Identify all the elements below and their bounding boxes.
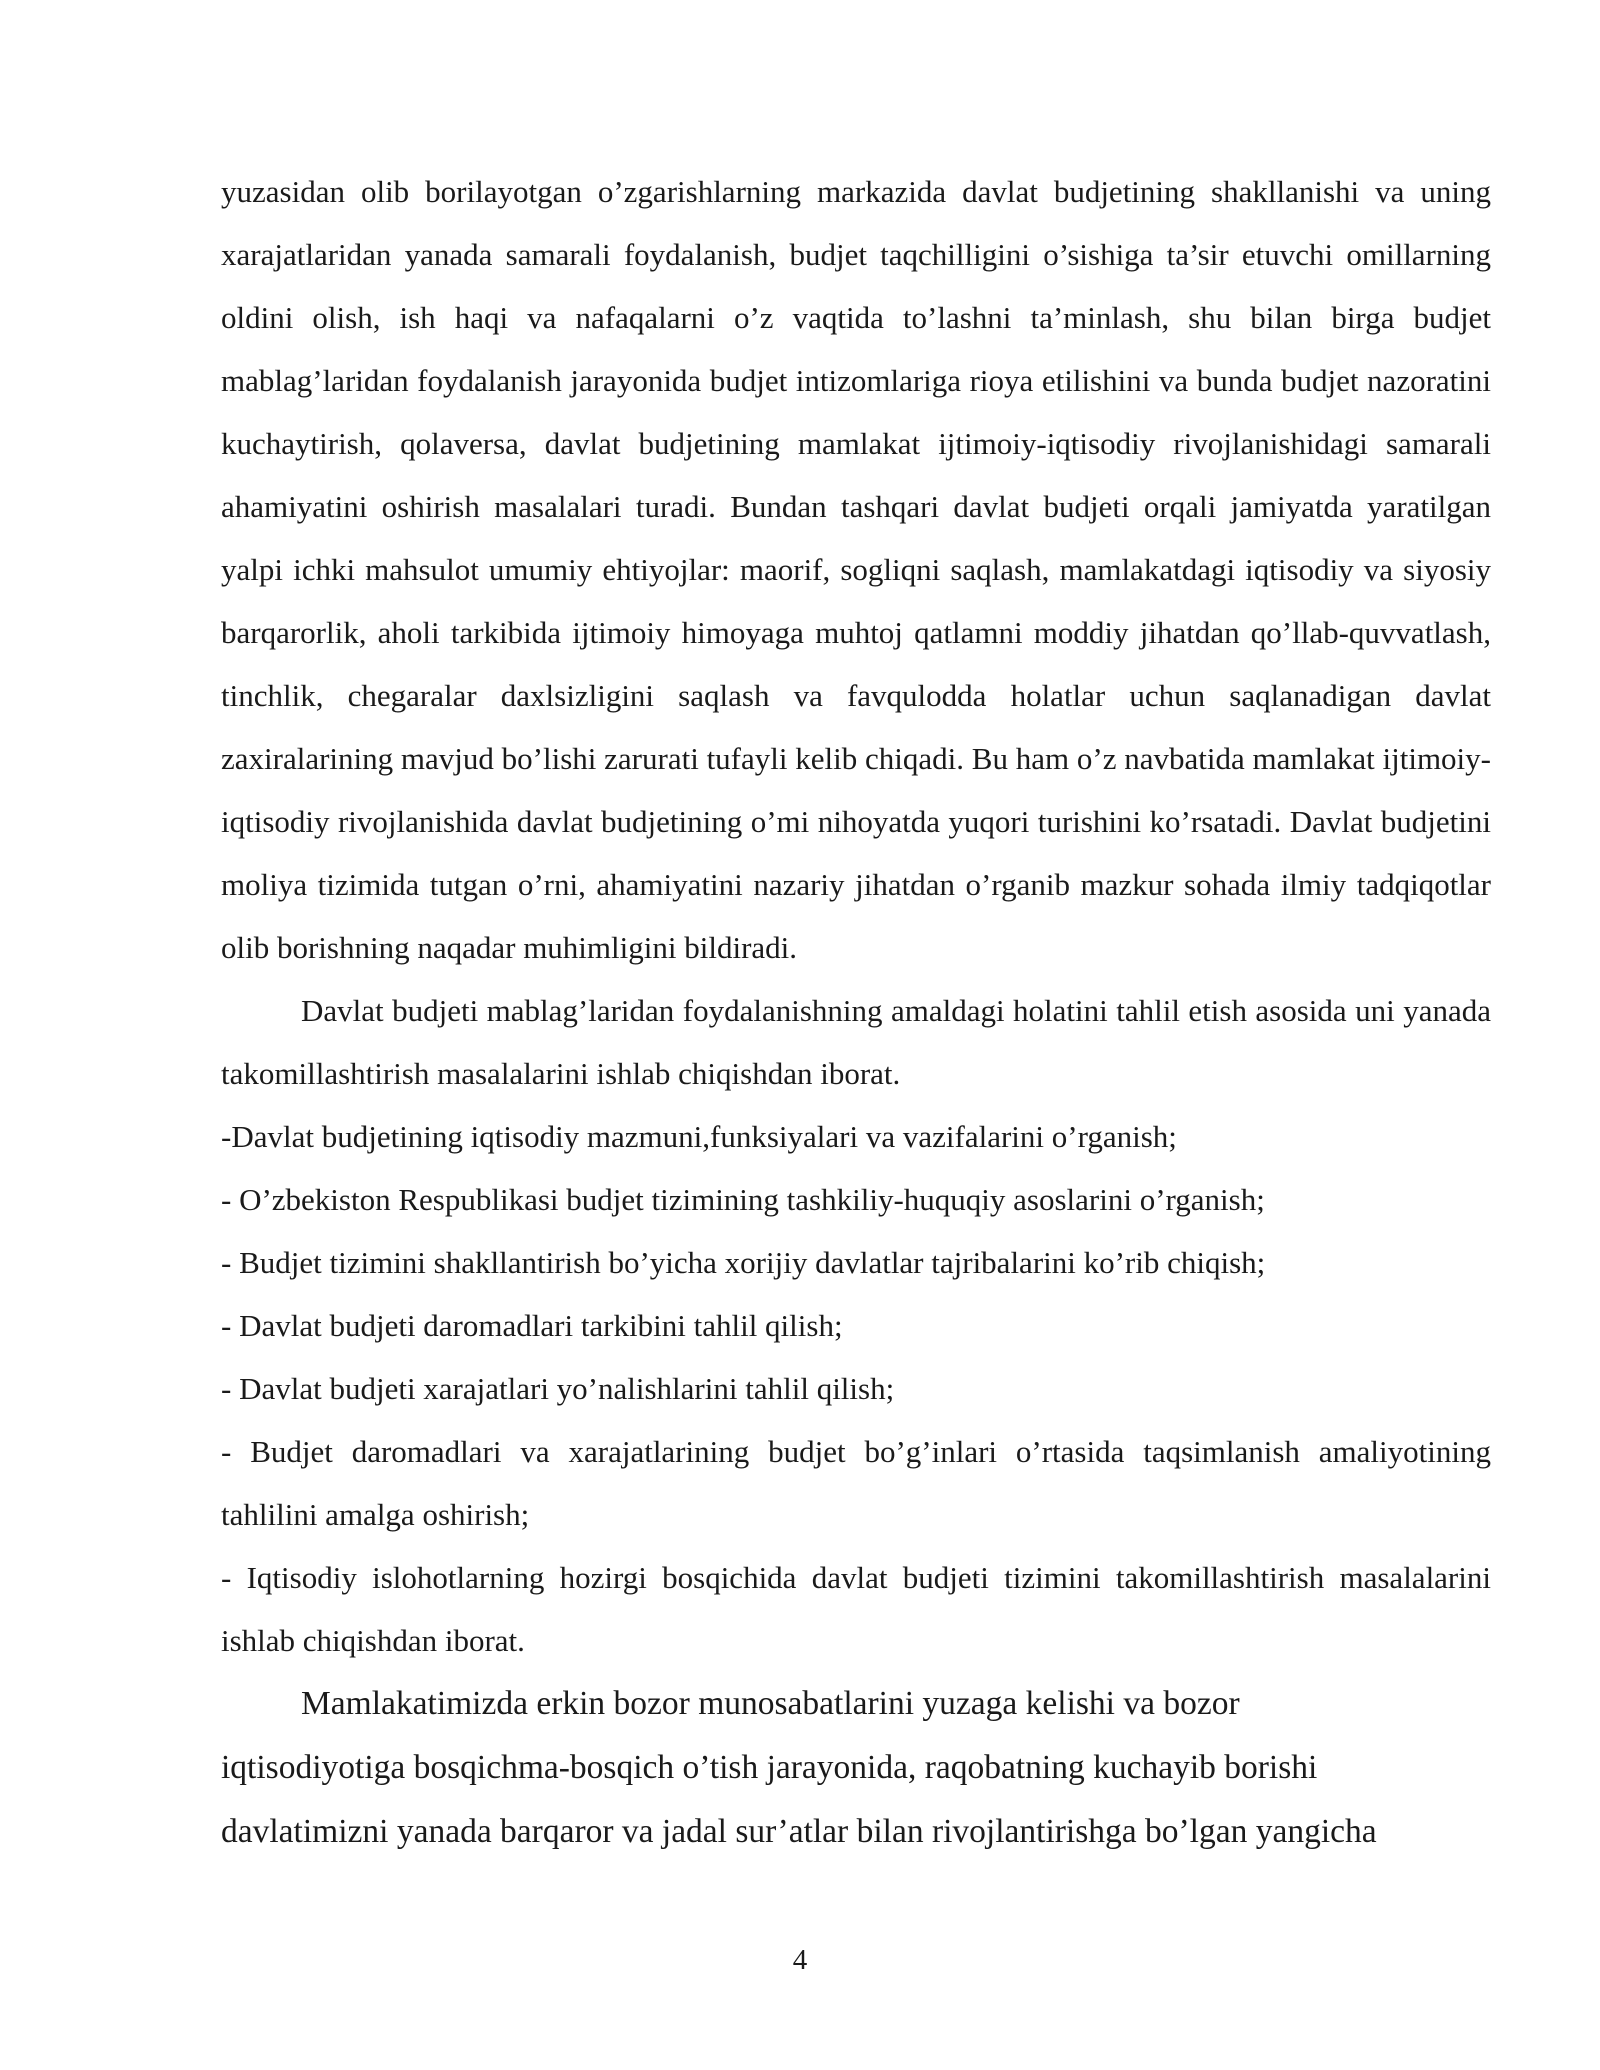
closing-paragraph (221, 1672, 1491, 1864)
list-item: - Davlat budjeti xarajatlari yo’nalishlarini tahlil qilish; (221, 1371, 895, 1406)
body-paragraph-2: Davlat budjeti mablag’laridan foydalanishning amaldagi holatini tahlil etish asosida uni yanada takomillashtirish masalalarini ishlab chiqishdan iborat. (221, 993, 1491, 1091)
closing-line-3: davlatimizni yanada barqaror va jadal sur’atlar bilan rivojlantirishga bo’lgan yangicha (221, 1813, 1377, 1850)
list-item: - Davlat budjeti daromadlari tarkibini tahlil qilish; (221, 1308, 843, 1343)
document-page (221, 160, 1491, 1864)
list-item: - Budjet daromadlari va xarajatlarining budjet bo’g’inlari o’rtasida taqsimlanish amaliyotining tahlilini amalga oshirish; (221, 1434, 1491, 1532)
page-number: 4 (792, 1944, 808, 1976)
list-item: -Davlat budjetining iqtisodiy mazmuni,funksiyalari va vazifalarini o’rganish; (221, 1119, 1177, 1154)
body-paragraph-1: yuzasidan olib borilayotgan o’zgarishlarning markazida davlat budjetining shakllanishi va uning xarajatlaridan yanada samarali foydalanish, budjet taqchilligini o’sishiga ta’sir etuvchi omillarning oldini olish, ish haqi va nafaqalarni o’z vaqtida to’lashni ta’minlash, shu bilan birga budjet mablag’laridan foydalanish jarayonida budjet intizomlariga rioya etilishini va bunda budjet nazoratini kuchaytirish, qolaversa, davlat budjetining mamlakat ijtimoiy-iqtisodiy rivojlanishidagi samarali ahamiyatini oshirish masalalari turadi. Bundan tashqari davlat budjeti orqali jamiyatda yaratilgan yalpi ichki mahsulot umumiy ehtiyojlar: maorif, sogliqni saqlash, mamlakatdagi iqtisodiy va siyosiy barqarorlik, aholi tarkibida ijtimoiy himoyaga muhtoj qatlamni moddiy jihatdan qo’llab-quvvatlash, tinchlik, chegaralar daxlsizligini saqlash va favqulodda holatlar uchun saqlanadigan davlat zaxiralarining mavjud bo’lishi zarurati tufayli kelib chiqadi. Bu ham o’z navbatida mamlakat ijtimoiy-iqtisodiy rivojlanishida davlat budjetining o’mi nihoyatda yuqori turishini ko’rsatadi. Davlat budjetini moliya tizimida tutgan o’rni, ahamiyatini nazariy jihatdan o’rganib mazkur sohada ilmiy tadqiqotlar olib borishning naqadar muhimligini bildiradi. (221, 174, 1491, 965)
list-item: - Budjet tizimini shakllantirish bo’yicha xorijiy davlatlar tajribalarini ko’rib chiqish; (221, 1245, 1266, 1280)
list-item: - O’zbekiston Respublikasi budjet tizimining tashkiliy-huquqiy asoslarini o’rganish; (221, 1182, 1265, 1217)
closing-line-1: Mamlakatimizda erkin bozor munosabatlarini yuzaga kelishi va bozor (301, 1685, 1240, 1722)
task-list (221, 1105, 1491, 1672)
list-item: - Iqtisodiy islohotlarning hozirgi bosqichida davlat budjeti tizimini takomillashtirish masalalarini ishlab chiqishdan iborat. (221, 1560, 1491, 1658)
closing-line-2: iqtisodiyotiga bosqichma-bosqich o’tish jarayonida, raqobatning kuchayib borishi (221, 1749, 1318, 1786)
